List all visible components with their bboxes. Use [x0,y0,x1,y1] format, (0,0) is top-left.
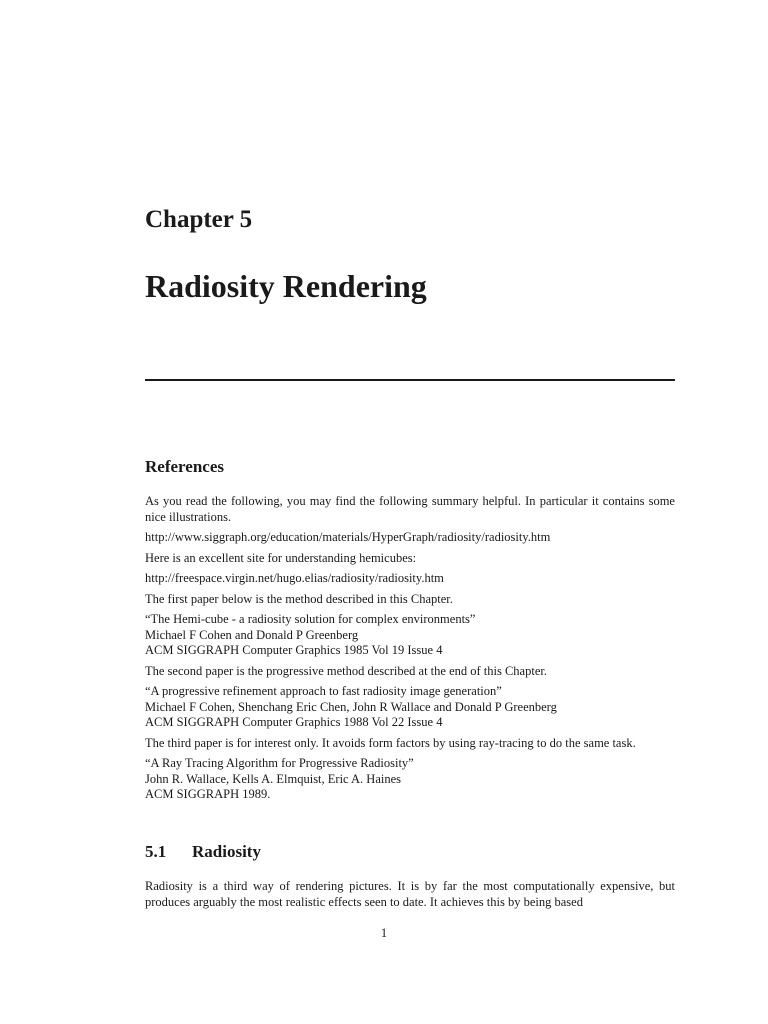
paper1-authors: Michael F Cohen and Donald P Greenberg [145,627,359,642]
paper1-citation [145,612,675,659]
paper2-note: The second paper is the progressive method described at the end of this Chapter. [145,663,547,678]
paper1-venue: ACM SIGGRAPH Computer Graphics 1985 Vol 19 Issue 4 [145,643,443,657]
paper3-citation [145,756,675,803]
page-number: 1 [380,926,388,940]
paper3-authors: John R. Wallace, Kells A. Elmquist, Eric A. Haines [145,771,402,786]
paper2-authors: Michael F Cohen, Shenchang Eric Chen, John R Wallace and Donald P Greenberg [145,699,557,714]
paper3-venue: ACM SIGGRAPH 1989. [145,787,271,801]
paper2-venue: ACM SIGGRAPH Computer Graphics 1988 Vol 22 Issue 4 [145,715,443,729]
paper2-citation [145,684,675,731]
section-heading [145,842,261,862]
section-body-text: Radiosity is a third way of rendering pictures. It is by far the most computationally expensive, but produces arguably the most realistic effects seen to date. It achieves this by being based [145,879,675,909]
chapter-label: Chapter 5 [145,206,253,233]
references-body [145,494,675,808]
paper1-note: The first paper below is the method described in this Chapter. [145,591,453,606]
hemicube-note: Here is an excellent site for understanding hemicubes: [145,550,417,565]
section-number: 5.1 [145,842,167,861]
hemicube-url[interactable]: http://freespace.virgin.net/hugo.elias/radiosity/radiosity.htm [145,571,444,585]
chapter-rule [145,379,675,381]
summary-url[interactable]: http://www.siggraph.org/education/materials/HyperGraph/radiosity/radiosity.htm [145,530,551,544]
paper1-title: “The Hemi-cube - a radiosity solution for complex environments” [145,612,476,626]
paper3-title: “A Ray Tracing Algorithm for Progressive Radiosity” [145,756,414,770]
section-title: Radiosity [192,842,261,861]
chapter-title: Radiosity Rendering [145,268,427,304]
paper3-note: The third paper is for interest only. It avoids form factors by using ray-tracing to do the same task. [145,735,636,750]
paper2-title: “A progressive refinement approach to fast radiosity image generation” [145,684,502,698]
references-intro: As you read the following, you may find the following summary helpful. In particular it contains some nice illustrations. [145,494,675,524]
references-heading: References [145,457,224,476]
